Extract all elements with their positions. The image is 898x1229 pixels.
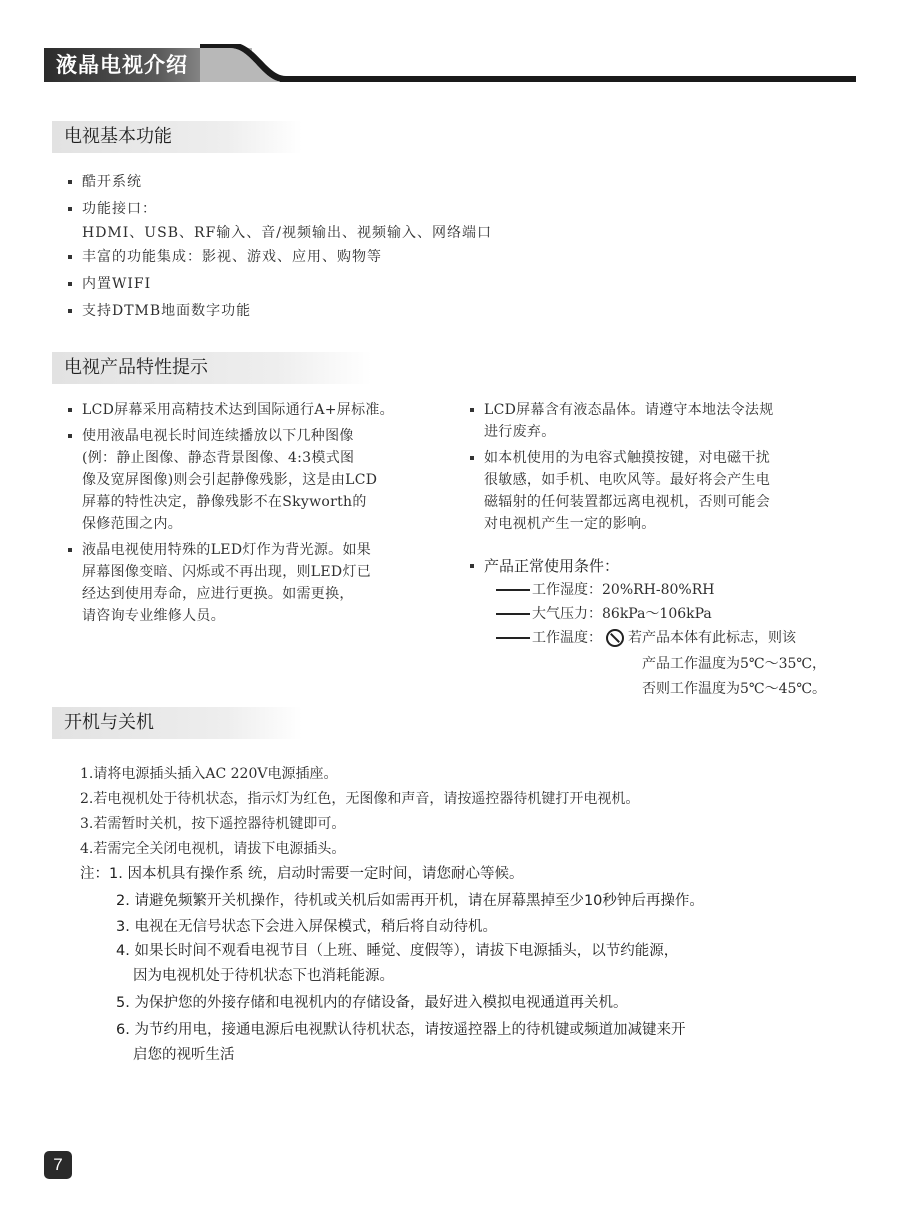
- section-header-features: [52, 352, 372, 384]
- list-item: 如本机使用的为电容式触摸按键，对电磁干扰 很敏感，如手机、电吹风等。最好将会产生电 磁辐射的任何装置都远离电视机，否则可能会 对电视机产生一定的影响。: [470, 447, 860, 535]
- power-note: 注：1. 因本机具有操作系 统，启动时需要一定时间，请您耐心等候。: [80, 866, 524, 882]
- temperature-restriction-icon: [606, 629, 624, 647]
- power-note: 因为电视机处于待机状态下也消耗能源。: [133, 968, 394, 984]
- condition-humidity: 工作湿度：20%RH-80%RH: [496, 579, 714, 601]
- power-note: 启您的视听生活: [133, 1047, 235, 1063]
- power-note: 2. 请避免频繁开关机操作，待机或关机后如需再开机，请在屏幕黑掉至少10秒钟后再操作。: [116, 893, 704, 909]
- condition-pressure: 大气压力：86kPa～106kPa: [496, 603, 712, 625]
- power-step: 3.若需暂时关机，按下遥控器待机键即可。: [80, 816, 346, 832]
- list-item: 支持DTMB地面数字功能: [68, 299, 492, 323]
- condition-temperature: 工作温度： 若产品本体有此标志，则该: [496, 627, 796, 649]
- power-note: 3. 电视在无信号状态下会进入屏保模式，稍后将自动待机。: [116, 919, 497, 935]
- list-item: 液晶电视使用特殊的LED灯作为背光源。如果 屏幕图像变暗、闪烁或不再出现，则LED灯已 经达到使用寿命，应进行更换。如需更换， 请咨询专业维修人员。: [68, 539, 458, 627]
- header-rule: [280, 76, 856, 82]
- section-title-basic: 电视基本功能: [64, 126, 172, 147]
- section-title-features: 电视产品特性提示: [64, 357, 208, 378]
- page-title: 液晶电视介绍: [56, 52, 188, 77]
- list-item: 丰富的功能集成：影视、游戏、应用、购物等: [68, 245, 492, 269]
- page-number: 7: [44, 1151, 72, 1179]
- section-title-power: 开机与关机: [64, 712, 154, 733]
- list-item: 内置WIFI: [68, 272, 492, 296]
- usage-conditions-title: 产品正常使用条件：: [470, 554, 619, 578]
- basic-feature-list: [68, 170, 492, 323]
- power-note: 6. 为节约用电，接通电源后电视默认待机状态，请按遥控器上的待机键或频道加减键来开: [116, 1022, 686, 1038]
- list-item: 使用液晶电视长时间连续播放以下几种图像 (例：静止图像、静态背景图像、4:3模式图 像及宽屏图像)则会引起静像残影，这是由LCD 屏幕的特性决定，静像残影不在Skyworth的 保修范围之内。: [68, 425, 458, 535]
- list-item: 功能接口： HDMI、USB、RF输入、音/视频输出、视频输入、网络端口: [68, 197, 492, 245]
- power-step: 4.若需完全关闭电视机，请拔下电源插头。: [80, 841, 346, 857]
- power-step: 2.若电视机处于待机状态，指示灯为红色，无图像和声音，请按遥控器待机键打开电视机。: [80, 791, 640, 807]
- section-header-power: [52, 707, 302, 739]
- dash-icon: [496, 589, 530, 591]
- list-item: LCD屏幕含有液态晶体。请遵守本地法令法规 进行废弃。: [470, 399, 860, 443]
- list-item: 酷开系统: [68, 170, 492, 194]
- power-step: 1.请将电源插头插入AC 220V电源插座。: [80, 766, 338, 782]
- features-left-list: [68, 399, 458, 627]
- features-right-list: [470, 399, 860, 535]
- dash-icon: [496, 613, 530, 615]
- section-header-basic: [52, 121, 302, 153]
- power-note: 5. 为保护您的外接存储和电视机内的存储设备，最好进入模拟电视通道再关机。: [116, 995, 628, 1011]
- condition-temperature-line3: 否则工作温度为5℃～45℃。: [642, 681, 827, 697]
- power-note: 4. 如果长时间不观看电视节目（上班、睡觉、度假等），请拔下电源插头，以节约能源，: [116, 943, 679, 959]
- dash-icon: [496, 637, 530, 639]
- list-item: LCD屏幕采用高精技术达到国际通行A+屏标准。: [68, 399, 458, 421]
- condition-temperature-line2: 产品工作温度为5℃～35℃，: [642, 656, 827, 672]
